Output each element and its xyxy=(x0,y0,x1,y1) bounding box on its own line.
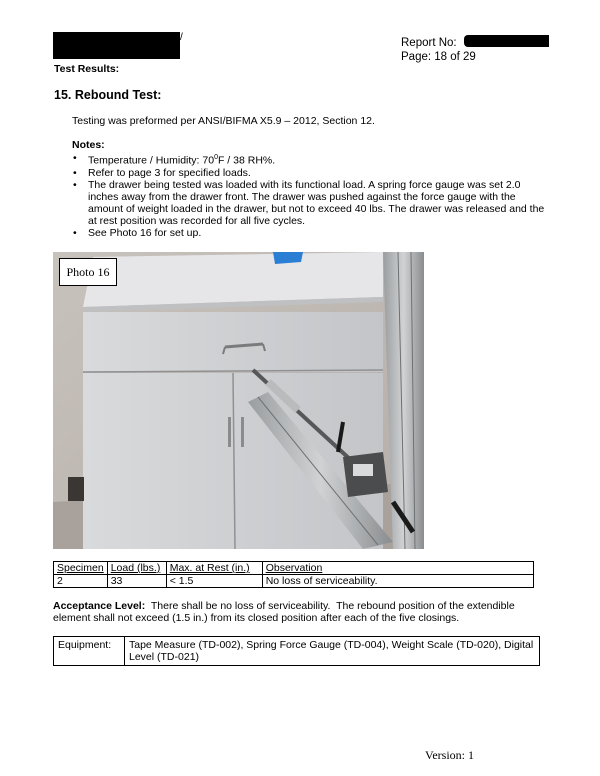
page-number: Page: 18 of 29 xyxy=(401,51,476,63)
cell-observation: No loss of serviceability. xyxy=(262,575,533,588)
table-row xyxy=(54,637,540,666)
photo-label: Photo 16 xyxy=(59,258,117,286)
redaction-stray-mark: / xyxy=(180,32,183,43)
acceptance-paragraph xyxy=(53,600,543,624)
header-cell: Specimen xyxy=(54,562,108,575)
cell-max-rest: < 1.5 xyxy=(166,575,262,588)
equipment-value: Tape Measure (TD-002), Spring Force Gauge (TD-004), Weight Scale (TD-020), Digital Level (TD-021) xyxy=(125,637,540,666)
table-header-row xyxy=(54,562,534,575)
notes-list xyxy=(72,152,552,239)
cell-load: 33 xyxy=(107,575,166,588)
table-row xyxy=(54,575,534,588)
note-temperature: • Temperature / Humidity: $70^0F / 38$ RH%. xyxy=(72,152,552,167)
acceptance-label: Acceptance Level: xyxy=(53,600,146,612)
redacted-company-name xyxy=(53,32,180,59)
equipment-table xyxy=(53,636,540,666)
section-title: 15. Rebound Test: xyxy=(54,88,162,102)
note-loads: • Refer to page 3 for specified loads. xyxy=(72,167,552,179)
header-cell: Max. at Rest (in.) xyxy=(166,562,262,575)
header-cell: Load (lbs.) xyxy=(107,562,166,575)
photo-illustration xyxy=(53,252,424,549)
results-table xyxy=(53,561,534,588)
test-results-label: Test Results: xyxy=(54,63,120,75)
note-procedure: • The drawer being tested was loaded with its functional load. A spring force gauge was set 2.0 inches away from the drawer front. The drawer was pushed against the force gauge with the amount of weight loaded in the drawer, but not to exceed 40 lbs. The drawer was released and the at rest position was recorded for all five cycles. xyxy=(72,179,552,227)
report-no-label: Report No: xyxy=(401,37,457,49)
version-label: Version: 1 xyxy=(425,748,474,762)
test-standard-text: Testing was preformed per ANSI/BIFMA X5.9 – 2012, Section 12. xyxy=(72,115,375,127)
note-photo-ref: • See Photo 16 for set up. xyxy=(72,227,552,239)
equipment-label: Equipment: xyxy=(54,637,125,666)
notes-heading: Notes: xyxy=(72,139,105,151)
header-cell: Observation xyxy=(262,562,533,575)
redacted-report-number xyxy=(464,35,549,47)
cell-specimen: 2 xyxy=(54,575,108,588)
test-setup-photo xyxy=(53,252,424,549)
acceptance-text: There shall be no loss of serviceability. The rebound position of the extendible element shall not exceed (1.5 in.) from its closed position after each of the five closings. xyxy=(53,600,518,624)
